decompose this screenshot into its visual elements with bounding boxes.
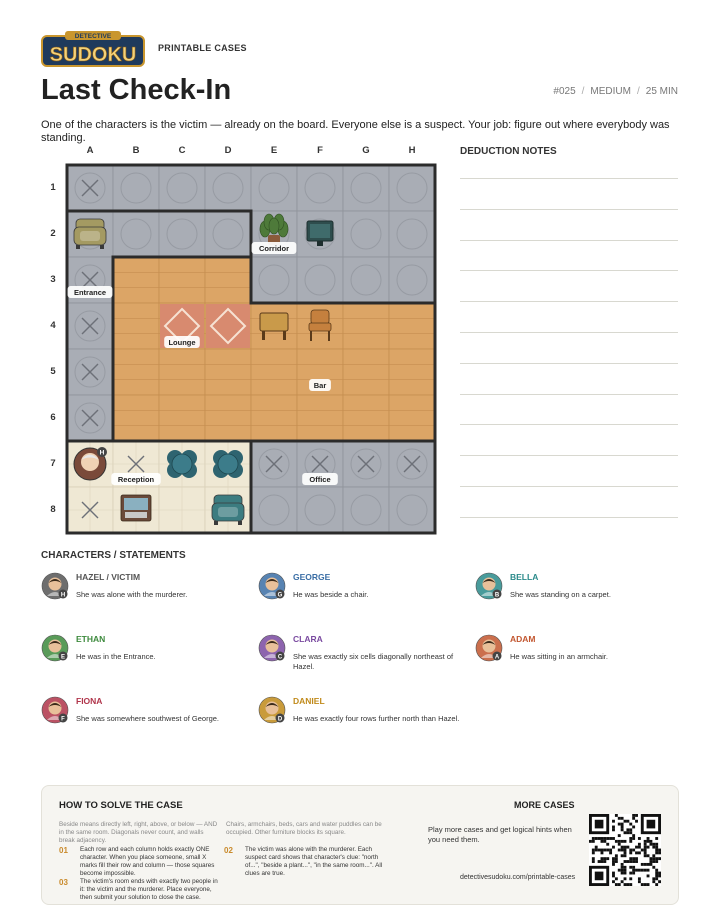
row-header: 2 [50,228,56,239]
more-cases-link[interactable]: detectivesudoku.com/printable-cases [460,874,576,881]
board-cell[interactable] [297,487,343,533]
logo-name-text: SUDOKU [49,44,137,66]
board-cell[interactable] [205,349,251,395]
column-header: F [317,145,323,156]
characters-title: CHARACTERS / STATEMENTS [41,550,186,561]
character-statement: She was exactly six cells diagonally northeast of Hazel. [293,652,454,671]
character-letter: D [277,716,283,723]
board-cell[interactable] [251,487,297,533]
detective-sudoku-logo [41,30,145,68]
case-title: Last Check-In [41,74,232,106]
case-intro: One of the characters is the victim — already on the board. Everyone else is a suspect. Your job: figure out where everybody was standing. [41,119,670,144]
character-avatar-icon [41,634,69,662]
armchair-icon [212,495,244,525]
board-cell[interactable] [113,349,159,395]
case-number: #025 [553,86,576,97]
room-label-corridor [252,242,297,254]
character-letter: B [494,592,500,599]
board-cell[interactable] [251,257,297,303]
round-table-icon [167,450,197,478]
character-letter: C [277,654,283,661]
note-line[interactable] [460,178,678,179]
character-name: BELLA [510,572,539,582]
svg-text:Office: Office [309,475,331,484]
row-header: 7 [50,458,56,469]
character-statement: He was sitting in an armchair. [510,652,608,661]
board-cell[interactable] [389,257,435,303]
logo-top-text: DETECTIVE [74,33,112,41]
row-header: 3 [50,274,56,285]
character-name: DANIEL [293,696,325,706]
character-avatar-icon [258,696,286,724]
character-name: GEORGE [293,572,331,582]
reception-desk-icon [121,495,151,521]
character-name: ETHAN [76,634,106,644]
victim-token-letter: H [99,449,105,457]
column-header: A [86,145,94,156]
board-cell[interactable] [343,165,389,211]
how-to-panel: HOW TO SOLVE THE CASE Beside means directly left, right, above, or below — AND in the same room. Diagonals never count, and walls break adjacency. Chairs, armchairs, beds, cars and water puddles can be occupied. Other furniture blocks its square. 01 Each row and each column holds exactly ONE character. When you place someone, small X marks fill their row and column — those squares become impossible. 02 The victim was alone with the murderer. Each suspect card shows that character's clue: "north of...", "beside a plant...", "in the same room...". All clues are true. 03 The victim's room ends with exactly two people in it: the victim and the murderer. Place everyone, then submit your solution to close the case. MORE CASES Play more cases and get logical hints when you need them. detectivesudoku.com/printable-cases [41,785,679,905]
board-cell[interactable] [159,165,205,211]
qr-code-icon[interactable] [589,814,661,886]
board-cell[interactable] [389,349,435,395]
room-label-bar [309,379,331,391]
board-cell[interactable] [113,257,159,303]
carpet [206,304,250,348]
character-statement: She was standing on a carpet. [510,590,611,599]
board-cell[interactable] [159,211,205,257]
room-label-entrance [68,286,113,298]
case-time: 25 MIN [645,86,678,97]
column-header: H [408,145,416,156]
character-avatar-icon [475,634,503,662]
svg-text:Bar: Bar [313,381,327,390]
board-cell[interactable] [343,395,389,441]
character-letter: H [60,592,66,599]
armchair-icon [74,219,106,249]
deduction-notes-title: DEDUCTION NOTES [460,146,557,157]
character-name: ADAM [510,634,536,644]
board-cell[interactable] [205,211,251,257]
column-header: E [270,145,278,156]
board-cell[interactable] [113,303,159,349]
board-cell[interactable] [389,303,435,349]
row-header: 5 [50,366,56,377]
svg-text:Lounge: Lounge [168,338,196,347]
board-cell[interactable] [297,257,343,303]
victim-token[interactable] [74,447,107,480]
note-line[interactable] [460,270,678,271]
case-meta: #025 / MEDIUM / 25 MIN [553,86,678,97]
row-header: 8 [50,504,56,515]
character-name: HAZEL / VICTIM [76,572,141,582]
board-cell[interactable] [205,165,251,211]
game-board[interactable] [65,163,437,535]
column-header: G [362,145,370,156]
note-line[interactable] [460,209,678,210]
character-avatar-icon [41,696,69,724]
character-statement: He was beside a chair. [293,590,369,599]
board-cell[interactable] [343,487,389,533]
board-cell[interactable] [205,257,251,303]
how-to-intro-right: Chairs, armchairs, beds, cars and water puddles can be occupied. Other furniture blocks its square. [226,821,382,836]
note-line[interactable] [460,301,678,302]
svg-text:Entrance: Entrance [73,288,107,297]
board-cell[interactable] [113,165,159,211]
character-avatar-icon [41,572,69,600]
character-statement: She was somewhere southwest of George. [76,714,219,723]
how-to-title: HOW TO SOLVE THE CASE [59,800,183,811]
board-cell[interactable] [389,487,435,533]
note-line[interactable] [460,455,678,456]
character-avatar-icon [475,572,503,600]
note-line[interactable] [460,486,678,487]
svg-text:Corridor: Corridor [259,244,289,253]
board-cell[interactable] [343,257,389,303]
board-cell[interactable] [159,349,205,395]
svg-text:Reception: Reception [117,475,155,484]
case-difficulty: MEDIUM [590,86,631,97]
board-cell[interactable] [113,211,159,257]
row-header: 1 [50,182,56,193]
note-line[interactable] [460,363,678,364]
column-header: D [224,145,232,156]
more-cases-text: Play more cases and get logical hints when you need them. [428,825,572,844]
character-avatar-icon [258,572,286,600]
board-cell[interactable] [251,165,297,211]
board-cell[interactable] [113,395,159,441]
note-line[interactable] [460,424,678,425]
board-cell[interactable] [389,165,435,211]
column-header: C [178,145,186,156]
board-cell[interactable] [251,349,297,395]
board-cell[interactable] [343,211,389,257]
board-cell[interactable] [389,211,435,257]
board-cell[interactable] [389,395,435,441]
character-name: FIONA [76,696,103,706]
more-cases-title: MORE CASES [514,800,575,810]
note-line[interactable] [460,332,678,333]
how-to-intro-left: Beside means directly left, right, above, or below — AND in the same room. Diagonals never count, and walls break adjacency. [59,821,218,844]
character-statement: He was in the Entrance. [76,652,156,661]
board-cell[interactable] [251,395,297,441]
board-cell[interactable] [159,395,205,441]
character-statement: She was alone with the murderer. [76,590,188,599]
character-avatar-icon [258,634,286,662]
room-label-office [302,473,338,485]
note-line[interactable] [460,394,678,395]
character-letter: F [61,716,65,723]
character-statement: He was exactly four rows further north than Hazel. [293,714,460,723]
row-header: 4 [50,320,56,331]
board-cell[interactable] [297,395,343,441]
board-cell[interactable] [205,395,251,441]
room-label-lounge [164,336,200,348]
note-line[interactable] [460,240,678,241]
column-header: B [132,145,140,156]
round-table-icon [213,450,243,478]
character-letter: E [60,654,66,661]
board-cell[interactable] [159,257,205,303]
board-cell[interactable] [343,303,389,349]
character-name: CLARA [293,634,323,644]
brand-subtitle: PRINTABLE CASES [158,43,247,53]
note-line[interactable] [460,517,678,518]
character-letter: A [494,654,500,661]
room-label-reception [111,473,160,485]
character-letter: G [277,592,283,599]
board-cell[interactable] [297,165,343,211]
board-cell[interactable] [343,349,389,395]
row-header: 6 [50,412,56,423]
